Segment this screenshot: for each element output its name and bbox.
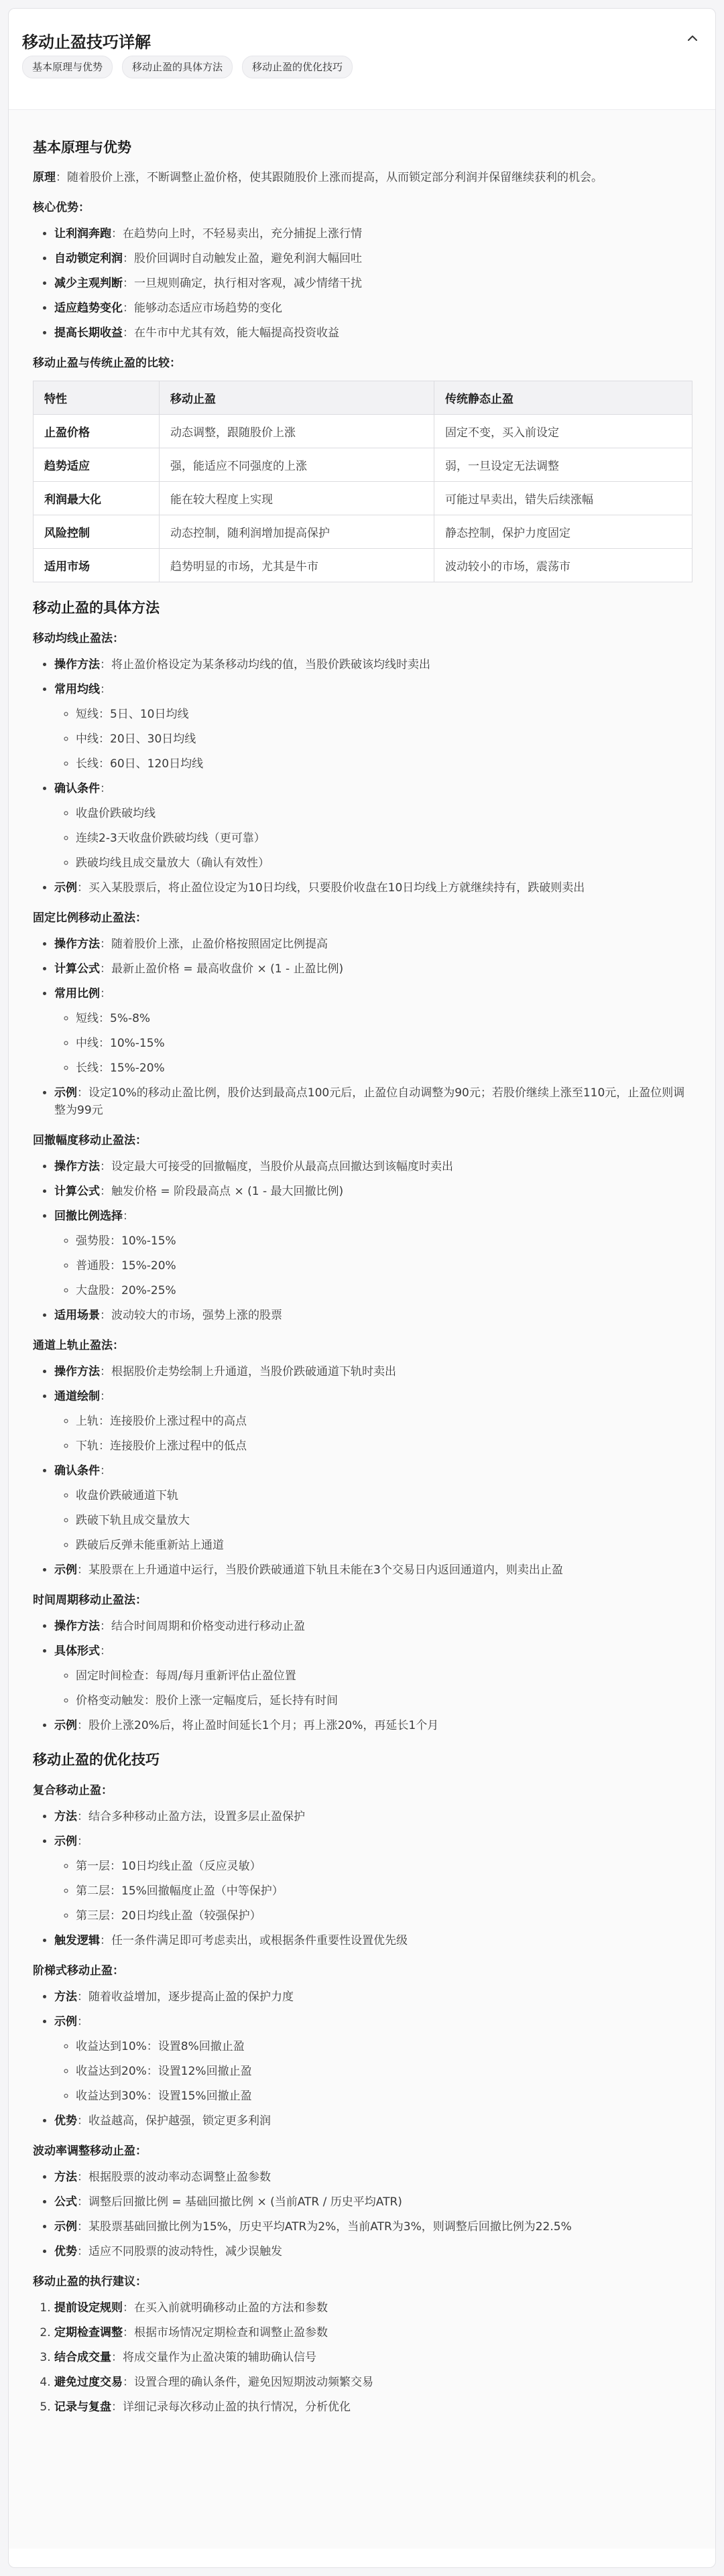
list-item [76, 1858, 692, 1875]
list-item: ◦ 连续2-3天收盘价跌破均线（更可靠） [76, 830, 692, 847]
item-value: ：5%-8% [99, 1012, 151, 1025]
item-key: 操作方法 [54, 1160, 100, 1173]
ladder-list [33, 1988, 692, 2130]
table-cell: 风险控制 [34, 515, 160, 549]
list-item [54, 2112, 692, 2130]
list-item: ◦ 收益达到10%：设置8%回撤止盈 [76, 2038, 692, 2055]
item-value: ：设定最大可接受的回撤幅度，当股价从最高点回撤达到该幅度时卖出 [100, 1160, 453, 1173]
item-key: 示例 [54, 1563, 77, 1577]
section-heading-optimization: 移动止盈的优化技巧 [33, 1752, 160, 1768]
item-value: ：10%-15% [99, 1037, 165, 1050]
channel-method-heading: 通道上轨止盈法： [33, 1339, 124, 1352]
item-key: 长线 [76, 757, 99, 771]
core-advantages-title: 核心优势 [33, 201, 78, 214]
item-value: ：随着股价上涨，止盈价格按照固定比例提高 [100, 938, 328, 951]
item-key: 短线 [76, 1012, 99, 1025]
item-value: ：根据股票的波动率动态调整止盈参数 [77, 2171, 271, 2184]
execution-title: 移动止盈的执行建议 [33, 2275, 135, 2289]
item-key: 中线 [76, 1037, 99, 1050]
item-key: 提前设定规则 [54, 2301, 123, 2315]
list-item [54, 1307, 692, 1324]
item-key: 操作方法 [54, 658, 100, 671]
item-value: ：一旦规则确定，执行相对客观，减少情绪干扰 [123, 277, 362, 290]
comparison-heading: 移动止盈与传统止盈的比较： [33, 357, 181, 370]
item-value: ：每周/每月重新评估止盈位置 [144, 1669, 296, 1683]
list-item [76, 1882, 692, 1900]
list-item [54, 1388, 692, 1455]
pullback-method-heading: 回撤幅度移动止盈法： [33, 1134, 147, 1147]
item-value: ：根据市场情况定期检查和调整止盈参数 [123, 2326, 328, 2339]
table-cell: 动态调整，跟随股价上涨 [160, 415, 434, 448]
list-item [54, 656, 692, 673]
item-value: ：某股票在上升通道中运行，当股价跌破通道下轨且未能在3个交易日内返回通道内，则卖出止盈 [77, 1563, 563, 1577]
item-key: 方法 [54, 1810, 77, 1823]
list-item [76, 1282, 692, 1299]
item-value: ：在牛市中尤其有效，能大幅提高投资收益 [123, 326, 339, 340]
list-item [54, 1561, 692, 1579]
tab-principles[interactable]: 基本原理与优势 [22, 56, 113, 78]
list-item [76, 755, 692, 773]
volatility-heading: 波动率调整移动止盈： [33, 2144, 147, 2158]
table-row [34, 515, 692, 549]
item-key: 计算公式 [54, 962, 100, 976]
composite-heading: 复合移动止盈： [33, 1784, 113, 1797]
list-item [76, 1907, 692, 1925]
item-value: ：详细记录每次移动止盈的执行情况，分析优化 [111, 2400, 351, 2414]
list-item [76, 730, 692, 748]
list-item [54, 2349, 692, 2366]
item-value: ：将成交量作为止盈决策的辅助确认信号 [111, 2351, 316, 2364]
list-item [76, 706, 692, 723]
principle-paragraph [33, 169, 692, 186]
list-item: ◦ 收益达到20%：设置12%回撤止盈 [76, 2063, 692, 2080]
item-value: ：收益越高，保护越强，锁定更多利润 [77, 2114, 271, 2128]
list-item [54, 1988, 692, 2006]
item-key: 定期检查调整 [54, 2326, 123, 2339]
item-key: 操作方法 [54, 938, 100, 951]
table-cell: 适用市场 [34, 549, 160, 582]
time-method-list [33, 1618, 692, 1734]
item-value: ：股价回调时自动触发止盈，避免利润大幅回吐 [123, 252, 362, 265]
item-value: ：随着收益增加，逐步提高止盈的保护力度 [77, 1990, 294, 2004]
list-item [76, 1232, 692, 1250]
list-item [54, 2374, 692, 2391]
composite-title: 复合移动止盈 [33, 1784, 101, 1797]
item-value: ：连接股价上涨过程中的高点 [99, 1415, 247, 1428]
list-item [54, 2324, 692, 2341]
fixed-method-list [33, 936, 692, 1119]
item-key: 提高长期收益 [54, 326, 123, 340]
item-value: ：15%-20% [99, 1061, 165, 1075]
ladder-title: 阶梯式移动止盈 [33, 1964, 113, 1978]
item-value: ： [100, 1390, 111, 1403]
list-item [54, 1932, 692, 1949]
table-row [34, 448, 692, 482]
list-item [54, 1084, 692, 1119]
sub-list [54, 1413, 692, 1455]
item-key: 触发逻辑 [54, 1934, 100, 1947]
table-row [34, 549, 692, 582]
card-header[interactable] [9, 9, 715, 68]
list-item [54, 2398, 692, 2416]
list-item: ◦ 跌破下轨且成交量放大 [76, 1512, 692, 1529]
list-item [76, 1010, 692, 1027]
item-value: ：20日、30日均线 [99, 732, 196, 746]
item-key: 上轨 [76, 1415, 99, 1428]
item-value: ：股价上涨一定幅度后，延长持有时间 [144, 1694, 338, 1708]
composite-list [33, 1808, 692, 1949]
fixed-method-heading: 固定比例移动止盈法： [33, 911, 147, 925]
item-key: 常用比例 [54, 987, 100, 1001]
list-item [54, 275, 692, 292]
item-value: ：任一条件满足即可考虑卖出，或根据条件重要性设置优先级 [100, 1934, 408, 1947]
table-cell: 趋势适应 [34, 448, 160, 482]
item-value: ：最新止盈价格 = 最高收盘价 × (1 - 止盈比例) [100, 962, 344, 976]
comparison-title: 移动止盈与传统止盈的比较 [33, 357, 170, 370]
table-cell: 利润最大化 [34, 482, 160, 515]
item-value: ：15%回撤幅度止盈（中等保护） [110, 1884, 284, 1898]
item-key: 示例 [54, 881, 77, 895]
item-value: ：股价上涨20%后，将止盈时间延长1个月；再上涨20%，再延长1个月 [77, 1719, 439, 1732]
table-header-cell: 移动止盈 [160, 381, 434, 415]
item-key: 记录与复盘 [54, 2400, 111, 2414]
item-key: 短线 [76, 708, 99, 721]
list-item [54, 1208, 692, 1299]
table-cell: 弱，一旦设定无法调整 [434, 448, 692, 482]
item-key: 方法 [54, 1990, 77, 2004]
list-item [54, 2193, 692, 2211]
table-cell: 固定不变，买入前设定 [434, 415, 692, 448]
list-item [54, 2299, 692, 2317]
item-key: 操作方法 [54, 1620, 100, 1633]
list-item [54, 780, 692, 872]
table-cell: 波动较小的市场，震荡市 [434, 549, 692, 582]
item-value: ：20%-25% [110, 1284, 176, 1297]
item-key: 中线 [76, 732, 99, 746]
section-heading-principles: 基本原理与优势 [33, 139, 131, 155]
item-value: ：结合时间周期和价格变动进行移动止盈 [100, 1620, 305, 1633]
list-item [54, 1808, 692, 1825]
principle-label: 原理 [33, 171, 56, 184]
list-item: ◦ 收盘价跌破通道下轨 [76, 1487, 692, 1504]
item-key: 第一层 [76, 1860, 110, 1873]
item-value: ：在趋势向上时，不轻易卖出，充分捕捉上涨行情 [111, 227, 362, 241]
list-item [54, 225, 692, 243]
item-key: 第三层 [76, 1909, 110, 1923]
list-item [76, 1667, 692, 1685]
section-heading-methods: 移动止盈的具体方法 [33, 600, 160, 616]
item-value: ：买入某股票后，将止盈位设定为10日均线，只要股价收盘在10日均线上方就继续持有，跌破则卖出 [77, 881, 585, 895]
sub-list [54, 706, 692, 773]
volatility-title: 波动率调整移动止盈 [33, 2144, 135, 2158]
item-value: ： [100, 1464, 111, 1478]
list-item [54, 300, 692, 317]
article-card [8, 8, 716, 2568]
item-value: ：15%-20% [110, 1259, 176, 1273]
item-value: ：60日、120日均线 [99, 757, 204, 771]
item-value: ：设置合理的确认条件，避免因短期波动频繁交易 [123, 2376, 373, 2389]
list-item [54, 1618, 692, 1635]
table-cell: 强，能适应不同强度的上涨 [160, 448, 434, 482]
list-item [76, 1413, 692, 1430]
pullback-method-title: 回撤幅度移动止盈法 [33, 1134, 135, 1147]
item-key: 普通股 [76, 1259, 110, 1273]
item-key: 示例 [54, 2220, 77, 2234]
item-key: 价格变动触发 [76, 1694, 144, 1708]
item-value: ：20日均线止盈（较强保护） [110, 1909, 261, 1923]
item-value: ：设定10%的移动止盈比例，股价达到最高点100元后，止盈位自动调整为90元；若股价继续上涨至110元，止盈位则调整为99元 [54, 1086, 685, 1117]
sub-list [54, 1667, 692, 1710]
item-key: 减少主观判断 [54, 277, 123, 290]
list-item: ◦ 跌破后反弹未能重新站上通道 [76, 1537, 692, 1554]
list-item [76, 1437, 692, 1455]
list-item [54, 960, 692, 978]
item-key: 优势 [54, 2245, 77, 2258]
execution-heading: 移动止盈的执行建议： [33, 2275, 147, 2289]
item-value: ： [100, 1645, 111, 1658]
page-title: 移动止盈技巧详解 [22, 33, 151, 52]
item-key: 计算公式 [54, 1185, 100, 1198]
item-value: ： [100, 782, 111, 795]
channel-method-title: 通道上轨止盈法 [33, 1339, 113, 1352]
sub-list [54, 1487, 692, 1554]
table-cell: 趋势明显的市场，尤其是牛市 [160, 549, 434, 582]
list-item [54, 985, 692, 1077]
sub-list [54, 1858, 692, 1925]
ma-method-title: 移动均线止盈法 [33, 632, 113, 645]
item-key: 示例 [54, 1835, 77, 1848]
item-key: 自动锁定利润 [54, 252, 123, 265]
time-method-heading: 时间周期移动止盈法： [33, 1594, 147, 1607]
list-item [54, 1462, 692, 1554]
item-value: ：10%-15% [110, 1234, 176, 1248]
item-key: 示例 [54, 1086, 77, 1100]
item-value: ： [123, 1210, 134, 1223]
item-key: 确认条件 [54, 782, 100, 795]
item-value: ：10日均线止盈（反应灵敏） [110, 1860, 261, 1873]
item-key: 通道绘制 [54, 1390, 100, 1403]
list-item [76, 1257, 692, 1275]
item-value: ：触发价格 = 阶段最高点 × (1 - 最大回撤比例) [100, 1185, 344, 1198]
table-cell: 能在较大程度上实现 [160, 482, 434, 515]
item-key: 操作方法 [54, 1365, 100, 1378]
list-item [54, 1833, 692, 1925]
list-item [54, 2013, 692, 2105]
table-cell: 静态控制，保护力度固定 [434, 515, 692, 549]
volatility-list [33, 2169, 692, 2260]
item-key: 长线 [76, 1061, 99, 1075]
item-value: ：连接股价上涨过程中的低点 [99, 1439, 247, 1453]
table-header-row [34, 381, 692, 415]
item-value: ：结合多种移动止盈方法，设置多层止盈保护 [77, 1810, 305, 1823]
item-value: ：在买入前就明确移动止盈的方法和参数 [123, 2301, 328, 2315]
item-value: ：波动较大的市场，强势上涨的股票 [100, 1309, 282, 1322]
ladder-heading: 阶梯式移动止盈： [33, 1964, 124, 1978]
list-item [54, 1158, 692, 1175]
item-key: 方法 [54, 2171, 77, 2184]
item-key: 常用均线 [54, 683, 100, 696]
item-key: 示例 [54, 1719, 77, 1732]
item-key: 确认条件 [54, 1464, 100, 1478]
item-value: ： [77, 2015, 88, 2028]
table-row [34, 482, 692, 515]
table-header-cell: 特性 [34, 381, 160, 415]
table-cell: 动态控制，随利润增加提高保护 [160, 515, 434, 549]
pullback-method-list [33, 1158, 692, 1324]
item-key: 公式 [54, 2195, 77, 2209]
table-cell: 可能过早卖出，错失后续涨幅 [434, 482, 692, 515]
table-cell: 止盈价格 [34, 415, 160, 448]
list-item [54, 1363, 692, 1380]
item-key: 大盘股 [76, 1284, 110, 1297]
list-item: ◦ 收益达到30%：设置15%回撤止盈 [76, 2087, 692, 2105]
item-value: ：适应不同股票的波动特性，减少误触发 [77, 2245, 282, 2258]
item-key: 具体形式 [54, 1645, 100, 1658]
list-item [54, 250, 692, 267]
list-item: ◦ 收盘价跌破均线 [76, 805, 692, 822]
list-item [54, 936, 692, 953]
sub-list [54, 1010, 692, 1077]
item-value: ： [100, 683, 111, 696]
item-value: ：将止盈价格设定为某条移动均线的值，当股价跌破该均线时卖出 [100, 658, 430, 671]
item-value: ：根据股价走势绘制上升通道，当股价跌破通道下轨时卖出 [100, 1365, 396, 1378]
table-row [34, 415, 692, 448]
list-item [54, 2218, 692, 2236]
article-content [9, 109, 716, 2549]
sub-list [54, 1232, 692, 1299]
item-key: 回撤比例选择 [54, 1210, 123, 1223]
table-header-cell: 传统静态止盈 [434, 381, 692, 415]
ma-method-heading: 移动均线止盈法： [33, 632, 124, 645]
execution-list [33, 2299, 692, 2416]
list-item [76, 1692, 692, 1710]
core-advantages-list [33, 225, 692, 342]
item-key: 固定时间检查 [76, 1669, 144, 1683]
list-item [54, 681, 692, 773]
item-key: 第二层 [76, 1884, 110, 1898]
core-advantages-heading: 核心优势： [33, 201, 90, 214]
comparison-table [33, 381, 692, 582]
time-method-title: 时间周期移动止盈法 [33, 1594, 135, 1607]
tab-methods[interactable]: 移动止盈的具体方法 [122, 56, 233, 78]
tab-optimization[interactable]: 移动止盈的优化技巧 [242, 56, 353, 78]
item-key: 强势股 [76, 1234, 110, 1248]
list-item [76, 1059, 692, 1077]
list-item [54, 1717, 692, 1734]
fixed-method-title: 固定比例移动止盈法 [33, 911, 135, 925]
channel-method-list [33, 1363, 692, 1579]
list-item [76, 1035, 692, 1052]
chevron-up-icon[interactable] [686, 31, 699, 45]
item-key: 适用场景 [54, 1309, 100, 1322]
list-item [54, 1183, 692, 1200]
item-key: 下轨 [76, 1439, 99, 1453]
item-key: 避免过度交易 [54, 2376, 123, 2389]
item-key: 结合成交量 [54, 2351, 111, 2364]
item-key: 示例 [54, 2015, 77, 2028]
sub-list [54, 2038, 692, 2105]
list-item [54, 1643, 692, 1710]
principle-text: ：随着股价上涨，不断调整止盈价格，使其跟随股价上涨而提高，从而锁定部分利润并保留继续获利的机会。 [56, 171, 603, 184]
list-item [54, 879, 692, 897]
item-value: ：能够动态适应市场趋势的变化 [123, 302, 282, 315]
item-value: ： [100, 987, 111, 1001]
list-item [54, 324, 692, 342]
item-key: 让利润奔跑 [54, 227, 111, 241]
item-key: 优势 [54, 2114, 77, 2128]
ma-method-list [33, 656, 692, 897]
item-value: ：调整后回撤比例 = 基础回撤比例 × (当前ATR / 历史平均ATR) [77, 2195, 402, 2209]
list-item [54, 2243, 692, 2260]
item-value: ：某股票基础回撤比例为15%，历史平均ATR为2%，当前ATR为3%，则调整后回撤比例为22.5% [77, 2220, 572, 2234]
list-item: ◦ 跌破均线且成交量放大（确认有效性） [76, 854, 692, 872]
item-value: ：5日、10日均线 [99, 708, 189, 721]
item-value: ： [77, 1835, 88, 1848]
list-item [54, 2169, 692, 2186]
item-key: 适应趋势变化 [54, 302, 123, 315]
sub-list [54, 805, 692, 872]
